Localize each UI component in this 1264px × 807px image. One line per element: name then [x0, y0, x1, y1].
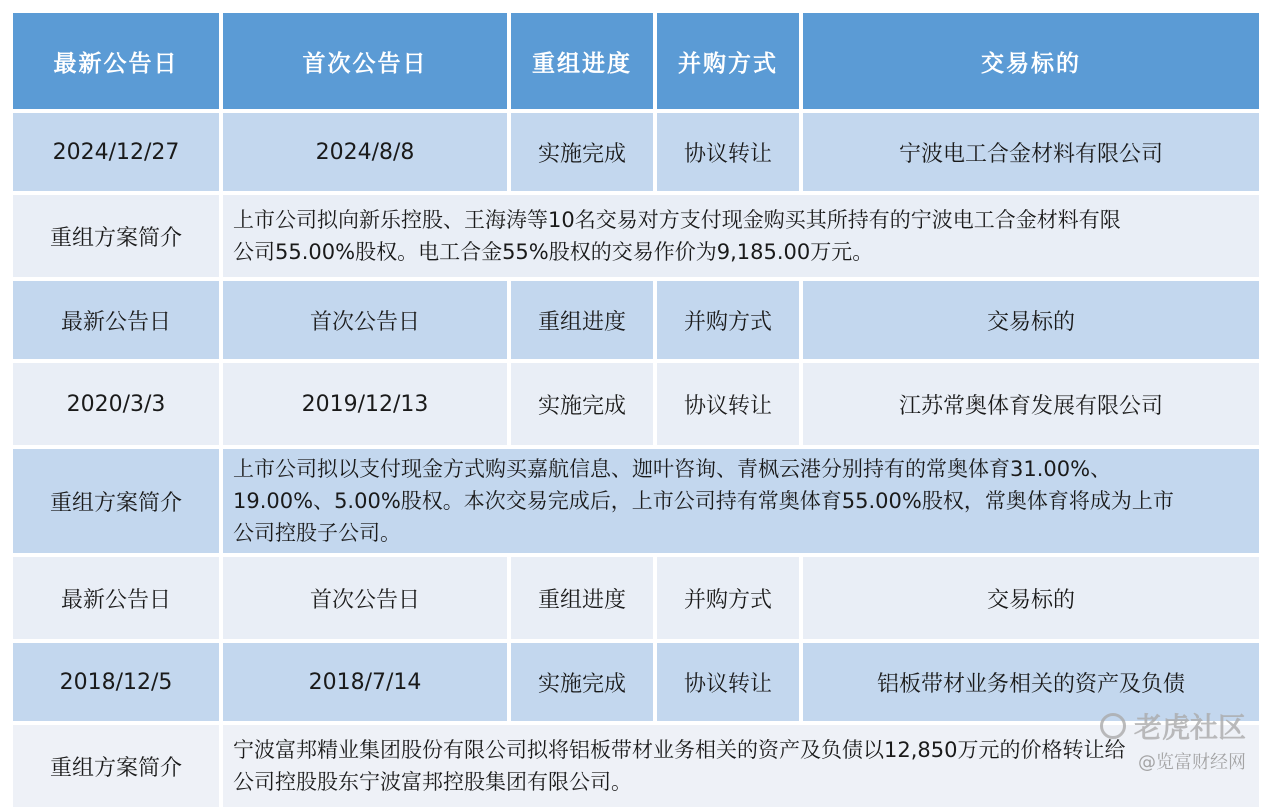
header-method: 并购方式	[657, 281, 799, 359]
header-first-date: 首次公告日	[223, 557, 507, 639]
header-latest-date: 最新公告日	[13, 557, 219, 639]
header-method: 并购方式	[657, 557, 799, 639]
intro-line: 上市公司拟以支付现金方式购买嘉航信息、迦叶咨询、青枫云港分别持有的常奥体育31.00%、	[233, 457, 1112, 481]
intro-line: 公司控股子公司。	[233, 521, 401, 545]
deal-first-date: 2018/7/14	[223, 643, 507, 721]
intro-label: 重组方案简介	[13, 725, 219, 807]
header-latest-date: 最新公告日	[13, 13, 219, 109]
deal-target: 江苏常奥体育发展有限公司	[803, 363, 1259, 445]
intro-text	[223, 449, 1259, 553]
header-target: 交易标的	[803, 13, 1259, 109]
header-latest-date: 最新公告日	[13, 281, 219, 359]
intro-text	[223, 195, 1259, 277]
watermark-source: @览富财经网	[1138, 752, 1246, 773]
intro-line: 公司控股股东宁波富邦控股集团有限公司。	[233, 770, 632, 794]
deal-method: 协议转让	[657, 363, 799, 445]
header-progress: 重组进度	[511, 281, 653, 359]
header-progress: 重组进度	[511, 13, 653, 109]
deal-latest-date: 2024/12/27	[13, 113, 219, 191]
intro-label: 重组方案简介	[13, 449, 219, 553]
intro-line: 19.00%、5.00%股权。本次交易完成后，上市公司持有常奥体育55.00%股权，常奥体育将成为上市	[233, 489, 1174, 513]
header-target: 交易标的	[803, 281, 1259, 359]
intro-line: 公司55.00%股权。电工合金55%股权的交易作价为9,185.00万元。	[233, 240, 874, 264]
restructuring-table	[13, 13, 1259, 807]
deal-progress: 实施完成	[511, 643, 653, 721]
header-progress: 重组进度	[511, 557, 653, 639]
header-method: 并购方式	[657, 13, 799, 109]
deal-latest-date: 2018/12/5	[13, 643, 219, 721]
deal-method: 协议转让	[657, 643, 799, 721]
deal-target: 铝板带材业务相关的资产及负债	[803, 643, 1259, 721]
intro-line: 上市公司拟向新乐控股、王海涛等10名交易对方支付现金购买其所持有的宁波电工合金材料有限	[233, 208, 1121, 232]
intro-label: 重组方案简介	[13, 195, 219, 277]
intro-text	[223, 725, 1259, 807]
header-first-date: 首次公告日	[223, 281, 507, 359]
watermark-brand: 老虎社区	[1133, 711, 1246, 744]
deal-progress: 实施完成	[511, 363, 653, 445]
deal-progress: 实施完成	[511, 113, 653, 191]
deal-first-date: 2019/12/13	[223, 363, 507, 445]
deal-target: 宁波电工合金材料有限公司	[803, 113, 1259, 191]
intro-line: 宁波富邦精业集团股份有限公司拟将铝板带材业务相关的资产及负债以12,850万元的价格转让给	[233, 738, 1126, 762]
deal-first-date: 2024/8/8	[223, 113, 507, 191]
header-target: 交易标的	[803, 557, 1259, 639]
deal-method: 协议转让	[657, 113, 799, 191]
deal-latest-date: 2020/3/3	[13, 363, 219, 445]
header-first-date: 首次公告日	[223, 13, 507, 109]
